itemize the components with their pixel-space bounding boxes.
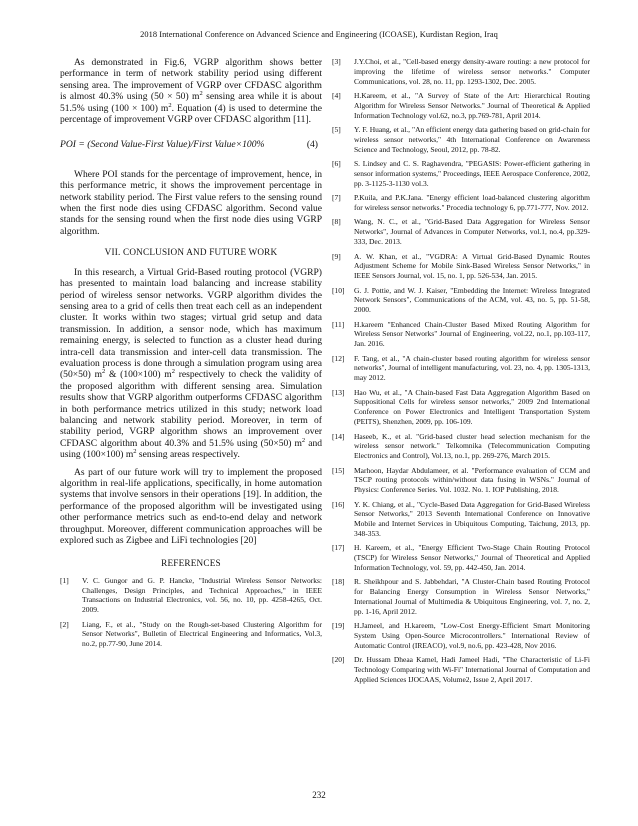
reference-text: P.Kuila, and P.K.Jana. "Energy efficient load-balanced clustering algorithm for wireless sensor networks." Procedia technology 6, pp.771-777, Nov. 2012. [354, 193, 590, 212]
reference-item [332, 621, 590, 650]
reference-item [332, 577, 590, 616]
reference-item [332, 159, 590, 188]
reference-item [332, 388, 590, 427]
reference-text: Liang, F., et al., "Study on the Rough-set-based Clustering Algorithm for Sensor Networks", Bulletin of Electrical Engineering and Informatics, Vol.3, no.2, pp.77-90, June 2014. [82, 619, 322, 649]
reference-text: Wang, N. C., et al., "Grid-Based Data Aggregation for Wireless Sensor Networks", Journal of Advances in Computer Networks, vol.1, no.4, pp.329-333, Dec. 2013. [354, 217, 590, 246]
reference-text: G. J. Pottie, and W. J. Kaiser, "Embedding the Internet: Wireless Integrated Network Sensors", Communications of the ACM, vol. 43, no. 5, pp. 51-58, 2000. [354, 285, 590, 315]
reference-number: [10] [332, 285, 345, 295]
left-column [60, 57, 322, 654]
reference-item [60, 620, 322, 649]
reference-item [332, 286, 590, 315]
reference-text: J.Y.Choi, et al., "Cell-based energy density-aware routing: a new protocol for improving the lifetime of wireless sensor networks." Computer Communications, vol. 28, no. 11, pp. 1293-1302, Dec. 2005. [354, 57, 590, 86]
reference-item [332, 125, 590, 154]
section-heading-conclusion: VII. CONCLUSION AND FUTURE WORK [104, 247, 278, 258]
reference-number: [2] [60, 619, 69, 629]
reference-number: [6] [332, 159, 341, 169]
reference-number: [20] [332, 655, 345, 665]
reference-item [332, 217, 590, 246]
reference-text: H.Jameel, and H.kareem, "Low-Cost Energy-Efficient Smart Monitoring System Using Open-Source Microcontrollers." International Review of Automatic Control (IREACO), vol.9, no.6, pp. 423-428, Nov 2016. [354, 621, 590, 650]
reference-text: H. Kareem, et al., "Energy Efficient Two-Stage Chain Routing Protocol (TSCP) for Wireless Sensor Networks," Journal of Theoretical and Applied Information Technology, vol. 59, pp. 442-450, Jan. 2014. [354, 543, 590, 572]
reference-item [332, 500, 590, 539]
reference-text: H.kareem "Enhanced Chain-Cluster Based Mixed Routing Algorithm for Wireless Sensor Networks" Journal of Engineering, vol.22, no.1, pp.103-117, Jan. 2016. [354, 319, 590, 349]
right-column [332, 57, 590, 689]
reference-item [332, 466, 590, 495]
reference-item [332, 655, 590, 684]
reference-number: [11] [332, 319, 345, 329]
reference-text: Haseeb, K., et al. "Grid-based cluster head selection mechanism for the wireless sensor network." Telkomnika (Telecommunication Computing Electronics and Control), Vol.13, no.1, pp. 269-276, March 2015. [354, 431, 590, 461]
reference-item [332, 252, 590, 281]
reference-text: Marhoon, Haydar Abdulameer, et al. "Performance evaluation of CCM and TSCP routing protocols within/without data fusing in WSNs." Journal of Physics: Conference Series. Vol. 1032. No. 1. IOP Publishing, 2018. [354, 465, 590, 495]
reference-number: [18] [332, 577, 345, 587]
reference-number: [5] [332, 125, 341, 135]
equation-4 [60, 139, 322, 150]
reference-item [332, 91, 590, 120]
reference-number: [9] [332, 251, 341, 261]
reference-text: Y. F. Huang, et al., "An efficient energy data gathering based on grid-chain for wireless sensor networks," 4th International Conference on Awareness Science and Technology, Seoul, 2012, pp. 78-82. [354, 125, 590, 154]
reference-number: [3] [332, 57, 341, 66]
reference-text: V. C. Gungor and G. P. Hancke, "Industrial Wireless Sensor Networks: Challenges, Design Principles, and Technical Approaches," in IEEE Transactions on Industrial Electronics, vol. 56, no. 10, pp. 4258-4265, Oct. 2009. [82, 575, 322, 615]
reference-number: [12] [332, 353, 345, 363]
reference-text: Y. K. Chiang, et al., "Cycle-Based Data Aggregation for Grid-Based Wireless Sensor Networks," 2013 Seventh International Conference on Innovative Mobile and Internet Services in Ubiquitous Computing, Taichung, 2013, pp. 348-353. [354, 499, 590, 538]
paragraph-results: As demonstrated in Fig.6, VGRP algorithm shows better performance in term of network stability period using different sensing area. The improvement of VGRP over CFDASC algorithm is almost 40.3% using (50 × 50) $m^2$ sensing area while it is about 51.5% using (100 × 100) $m^2$. Equation (4) is used to determine the percentage of improvement VGRP over CFDASC algorithm [11]. [60, 57, 322, 126]
reference-number: [4] [332, 91, 341, 101]
reference-number: [19] [332, 621, 345, 631]
reference-text: A. W. Khan, et al., "VGDRA: A Virtual Grid-Based Dynamic Routes Adjustment Scheme for Mobile Sink-Based Wireless Sensor Networks," in IEEE Sensors Journal, vol. 15, no. 1, pp. 526-534, Jan. 2015. [354, 251, 590, 281]
reference-text: S. Lindsey and C. S. Raghavendra, "PEGASIS: Power-efficient gathering in sensor information systems," Proceedings, IEEE Aerospace Conference, 2002, pp. 3-1125-3-1130 vol.3. [354, 159, 590, 188]
reference-number: [13] [332, 387, 345, 397]
reference-number: [16] [332, 499, 345, 509]
page-number: 232 [312, 790, 326, 800]
reference-item [332, 320, 590, 349]
reference-text: Hao Wu, et al., "A Chain-based Fast Data Aggregation Algorithm Based on Suppositional Cells for wireless sensor networks," 2009 2nd International Conference on Power Electronics and Intelligent Transportation System (PEITS), Shenzhen, 2009, pp. 106-109. [354, 387, 590, 426]
reference-number: [14] [332, 431, 345, 441]
reference-number: [8] [332, 217, 341, 227]
paragraph-poi-definition: Where POI stands for the percentage of improvement, hence, in this performance metric, it shows the improvement percentage in network stability period. The First value refers to the sensing round when the first node dies using CFDASC algorithm. Second value stands for the sensing round when the first node dies using VGRP algorithm. [60, 168, 322, 237]
reference-text: H.Kareem, et al., "A Survey of State of the Art: Hierarchical Routing Algorithm for Wireless Sensor Networks." Journal of Theoretical & Applied Information Technology vol.62, no.3, pp.769-781, April 2014. [354, 91, 590, 120]
reference-number: [15] [332, 465, 345, 475]
equation-text: POI = (Second Value-First Value)/First Value×100% [60, 139, 265, 151]
paragraph-conclusion: In this research, a Virtual Grid-Based routing protocol (VGRP) has presented to maintain load balancing and increase stability period of wireless sensor networks. VGRP algorithm divides the sensing area to a grid of cells then treat each cell as an independent cluster. It works within two stages; virtual grid setup and data transmission. In addition, a sensor node, which has maximum remaining energy, is selected to function as a cluster head during intra-cell data transmission and inter-cell data transmission. The evaluation process is done through a simulation program using area (50×50) $m^2$ & (100×100) $m^2$ respectively to check the validity of the proposed algorithm with different sensing area. Simulation results show that VGRP algorithm outperforms CFDASC algorithm in both performance metrics utilized in this study; network load balancing and network stability period. Moreover, in term of stability period, VGRP algorithm shows an improvement over CFDASC algorithm about 40.3% and 51.5% using (50×50) $m^2$ and using (100×100) $m^2$ sensing areas respectively. [60, 266, 323, 461]
reference-text: R. Sheikhpour and S. Jabbehdari, "A Cluster-Chain based Routing Protocol for Balancing Energy Consumption in Wireless Sensor Networks," International Journal of Multimedia & Ubiquitous Engineering, vol. 7, no. 2, pp. 1-16, April 2012. [354, 577, 590, 616]
reference-text: Dr. Hussam Dheaa Kamel, Hadi Jameel Hadi, "The Characteristic of Li-Fi Technology Comparing with Wi-Fi" International Journal of Computation and Applied Sciences IJOCAAS, Volume2, Issue 2, April 2017. [354, 655, 590, 684]
reference-number: [1] [60, 575, 69, 585]
reference-list-left [60, 576, 322, 649]
reference-number: [17] [332, 543, 345, 553]
running-header: 2018 International Conference on Advanced Science and Engineering (ICOASE), Kurdistan Region, Iraq [140, 30, 498, 39]
reference-item [332, 354, 590, 383]
reference-item [332, 57, 590, 86]
reference-number: [7] [332, 193, 341, 203]
reference-text: F. Tang, et al., "A chain-cluster based routing algorithm for wireless sensor networks", Journal of intelligent manufacturing, vol. 23, no. 4, pp. 1305-1313, may 2012. [354, 353, 590, 383]
reference-item [60, 576, 322, 615]
reference-list-right [332, 57, 590, 685]
equation-number: (4) [306, 139, 318, 151]
paragraph-future-work: As part of our future work will try to implement the proposed algorithm in real-life applications, specifically, in home automation systems that involve sensors in their operations [19]. In addition, the performance of the proposed algorithm will be investigated using other performance metrics such as end-to-end delay and network throughput. Moreover, different communication approaches will be explored such as Zigbee and LiFi technologies [20] [60, 466, 322, 547]
references-heading: REFERENCES [161, 558, 221, 569]
reference-item [332, 543, 590, 572]
reference-item [332, 193, 590, 213]
reference-item [332, 432, 590, 461]
